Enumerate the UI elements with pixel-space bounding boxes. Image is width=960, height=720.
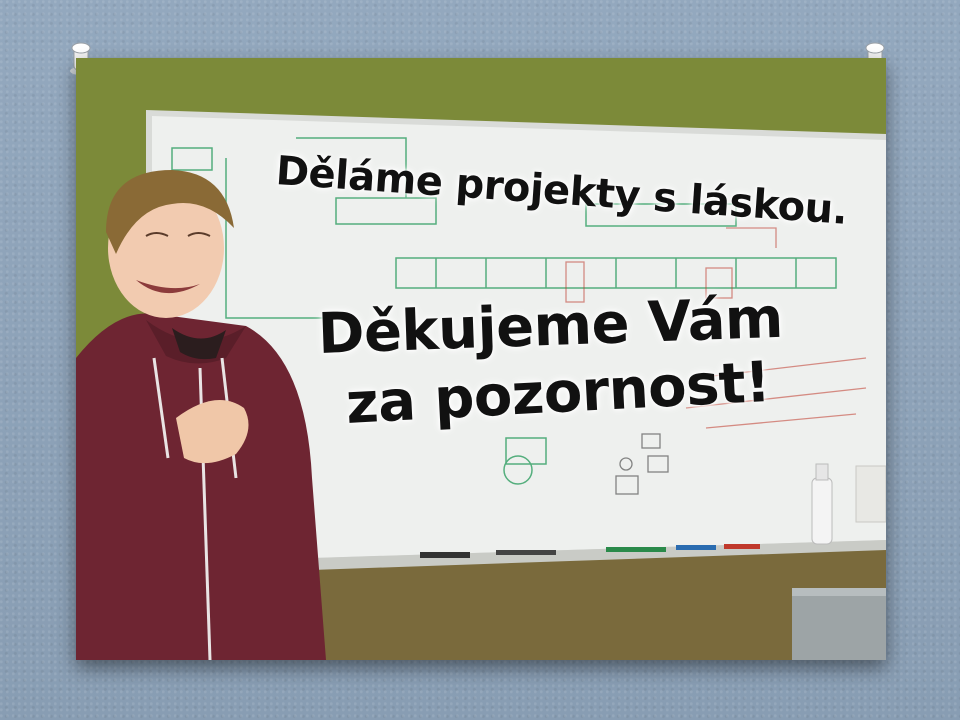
thanks-line-2: za pozornost! [344, 349, 772, 437]
thanks-line-1: Děkujeme Vám [316, 285, 784, 367]
headline-top: Děláme projekty s láskou. [274, 148, 849, 234]
